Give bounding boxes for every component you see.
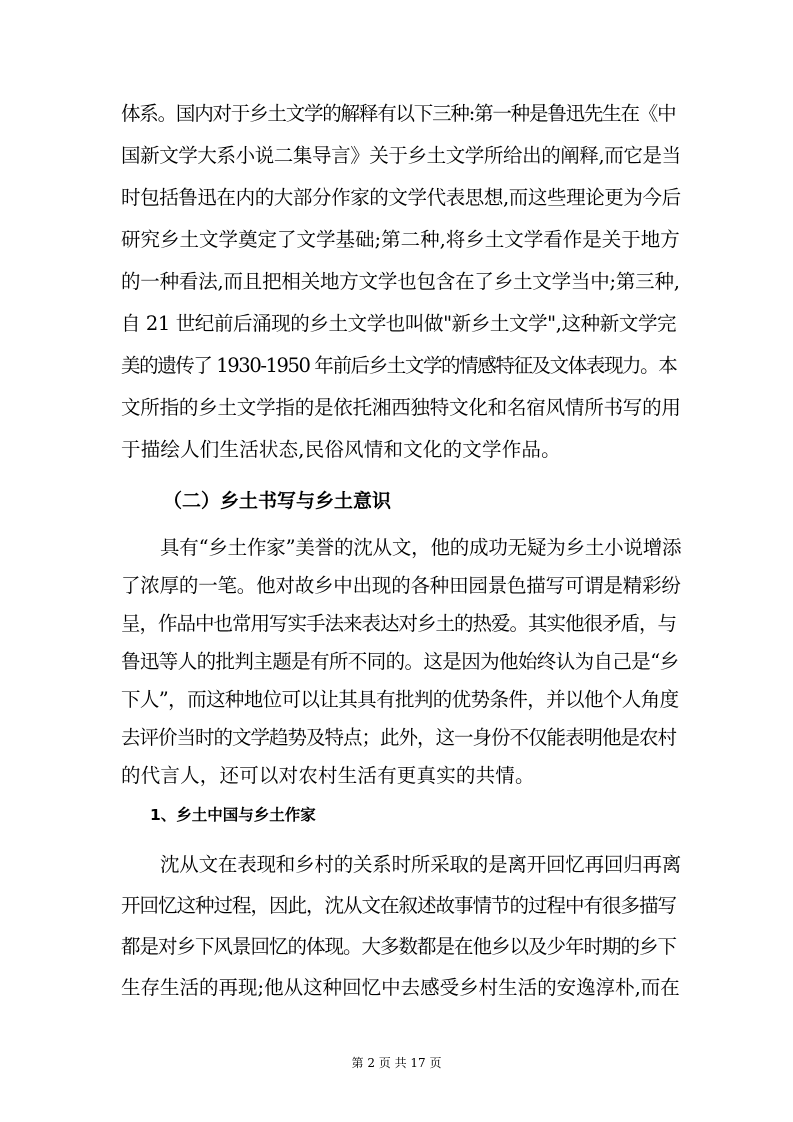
paragraph-line: 下人”，而这种地位可以让其具有批判的优势条件，并以他个人角度 — [121, 688, 679, 711]
paragraph-line: 的一种看法,而且把相关地方文学也包含在了乡土文学当中;第三种, — [121, 270, 680, 293]
paragraph-line: 于描绘人们生活状态,民俗风情和文化的文学作品。 — [121, 438, 561, 461]
paragraph-line: 去评价当时的文学趋势及特点；此外，这一身份不仅能表明他是农村 — [121, 726, 677, 749]
paragraph-line: 国新文学大系小说二集导言》关于乡土文学所给出的阐释,而它是当 — [121, 144, 681, 167]
paragraph-line: 研究乡土文学奠定了文学基础;第二种,将乡土文学看作是关于地方 — [121, 228, 680, 251]
paragraph-line: 开回忆这种过程，因此，沈从文在叙述故事情节的过程中有很多描写 — [121, 894, 677, 917]
subsection-heading: 1、乡土中国与乡土作家 — [150, 806, 316, 824]
paragraph-line: 具有“乡土作家”美誉的沈从文，他的成功无疑为乡土小说增添 — [160, 536, 682, 559]
page-number: 第 2 页 共 17 页 — [351, 1056, 442, 1070]
paragraph-line: 了浓厚的一笔。他对故乡中出现的各种田园景色描写可谓是精彩纷 — [121, 574, 681, 597]
paragraph-line: 体系。国内对于乡土文学的解释有以下三种:第一种是鲁迅先生在《中 — [121, 102, 676, 125]
paragraph-line: 美的遗传了 1930-1950 年前后乡土文学的情感特征及文体表现力。本 — [121, 354, 677, 377]
paragraph-line: 都是对乡下风景回忆的体现。大多数都是在他乡以及少年时期的乡下 — [121, 935, 677, 958]
paragraph-line: 时包括鲁迅在内的大部分作家的文学代表思想,而这些理论更为今后 — [121, 186, 681, 209]
section-heading: （二）乡土书写与乡土意识 — [163, 490, 392, 512]
paragraph-line: 自 21 世纪前后涌现的乡土文学也叫做"新乡土文学",这种新文学完 — [121, 312, 677, 335]
paragraph-line: 生存生活的再现;他从这种回忆中去感受乡村生活的安逸淳朴,而在 — [121, 976, 680, 999]
paragraph-line: 呈，作品中也常用写实手法来表达对乡土的热爱。其实他很矛盾，与 — [121, 612, 677, 635]
paragraph-line: 沈从文在表现和乡村的关系时所采取的是离开回忆再回归再离 — [160, 853, 682, 876]
paragraph-line: 的代言人，还可以对农村生活有更真实的共情。 — [121, 764, 535, 787]
paragraph-line: 鲁迅等人的批判主题是有所不同的。这是因为他始终认为自己是“乡 — [121, 650, 679, 673]
paragraph-line: 文所指的乡土文学指的是依托湘西独特文化和名宿风情所书写的用 — [121, 396, 681, 419]
